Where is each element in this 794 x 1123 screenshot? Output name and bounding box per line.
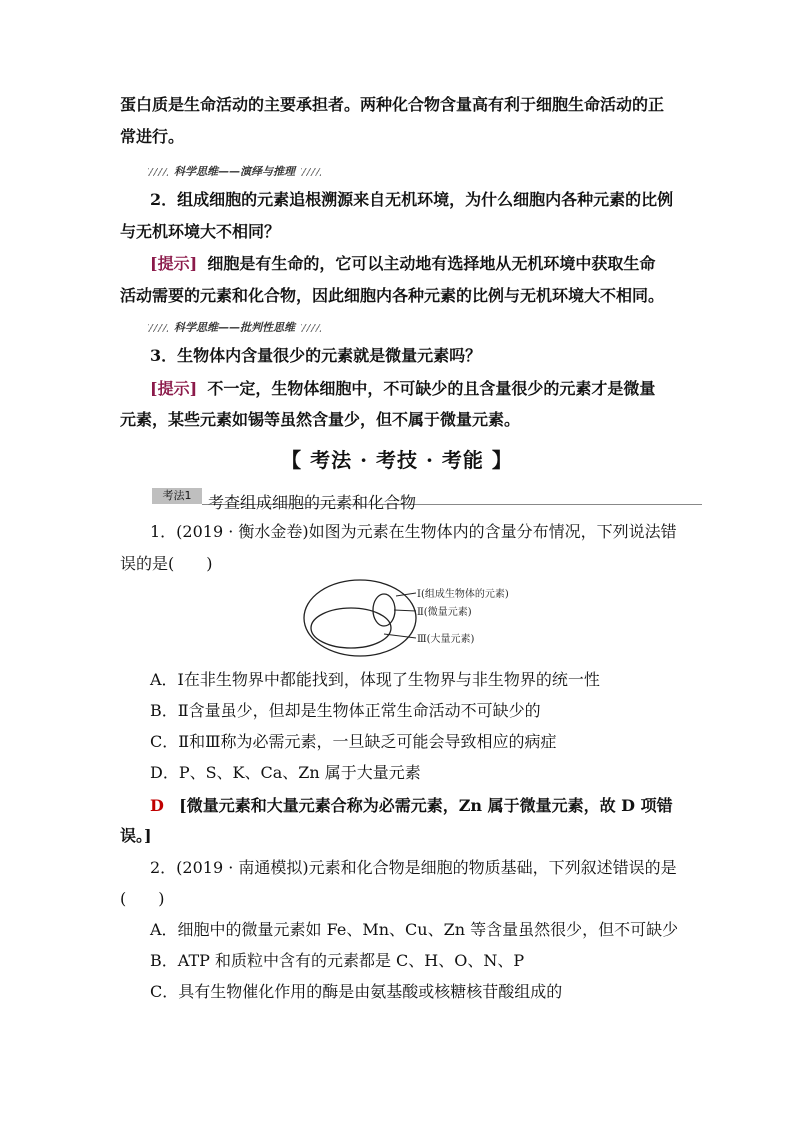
leader-line-2 [394,610,416,611]
question-2b-stem-line-2: ( ) [120,889,165,908]
element-venn-diagram [300,574,540,660]
question-3: 3．生物体内含量很少的元素就是微量元素吗？ [150,346,482,365]
question-2-line-1: 2．组成细胞的元素追根溯源来自无机环境，为什么细胞内各种元素的比例 [150,190,674,209]
section-tag-critical: 科学思维——批判性思维 [148,319,321,335]
label-ii: Ⅱ(微量元素) [417,607,472,618]
hint-2-line-2: 活动需要的元素和化合物，因此细胞内各种元素的比例与无机环境大不相同。 [120,286,665,305]
hint-label: [提示] [150,379,198,398]
hint-2-line-1: [提示] 细胞是有生命的，它可以主动地有选择地从无机环境中获取生命 [150,254,656,273]
method-badge: 考法1 [152,488,202,504]
method-title: 考查组成细胞的元素和化合物 [208,493,417,512]
hint-3-line-2: 元素，某些元素如锡等虽然含量少，但不属于微量元素。 [120,410,521,429]
question-1-stem-line-1: 1．(2019 · 衡水金卷)如图为元素在生物体内的含量分布情况，下列说法错 [150,522,677,541]
section-heading: 【 考法 · 考技 · 考能 】 [281,448,513,472]
question-2b-option-c: C．具有生物催化作用的酶是由氨基酸或核糖核苷酸组成的 [150,982,563,1001]
outer-ellipse [304,580,416,656]
question-1-option-c: C．Ⅱ和Ⅲ称为必需元素，一旦缺乏可能会导致相应的病症 [150,732,557,751]
label-iii: Ⅲ(大量元素) [417,634,475,645]
hint-3-line-1: [提示] 不一定，生物体细胞中，不可缺少的且含量很少的元素才是微量 [150,379,656,398]
question-2-line-2: 与无机环境大不相同？ [120,222,281,241]
question-2b-option-b: B．ATP 和质粒中含有的元素都是 C、H、O、N、P [150,951,525,970]
answer-letter: D [150,796,164,815]
hatch-decoration-icon [301,168,321,176]
hatch-decoration-icon [148,168,168,176]
label-i: Ⅰ(组成生物体的元素) [417,589,509,600]
hatch-decoration-icon [301,324,321,332]
question-1-option-b: B．Ⅱ含量虽少，但却是生物体正常生命活动不可缺少的 [150,701,541,720]
question-2b-stem-line-1: 2．(2019 · 南通模拟)元素和化合物是细胞的物质基础，下列叙述错误的是 [150,858,677,877]
question-1-answer-line-2: 误。] [120,826,152,845]
intro-line-2: 常进行。 [120,127,185,146]
question-1-answer-line-1: D [微量元素和大量元素合称为必需元素，Zn 属于微量元素，故 D 项错 [150,796,673,815]
micro-ellipse [373,594,395,626]
intro-line-1: 蛋白质是生命活动的主要承担者。两种化合物含量高有利于细胞生命活动的正 [120,95,665,114]
hatch-decoration-icon [148,324,168,332]
question-1-option-d: D．P、S、K、Ca、Zn 属于大量元素 [150,763,421,782]
question-1-option-a: A．Ⅰ在非生物界中都能找到，体现了生物界与非生物界的统一性 [150,670,600,689]
hint-label: [提示] [150,254,198,273]
question-2b-option-a: A．细胞中的微量元素如 Fe、Mn、Cu、Zn 等含量虽然很少，但不可缺少 [150,920,679,939]
macro-ellipse [311,608,391,648]
question-1-stem-line-2: 误的是( ) [120,554,213,573]
section-tag-deduction: 科学思维——演绎与推理 [148,163,321,179]
